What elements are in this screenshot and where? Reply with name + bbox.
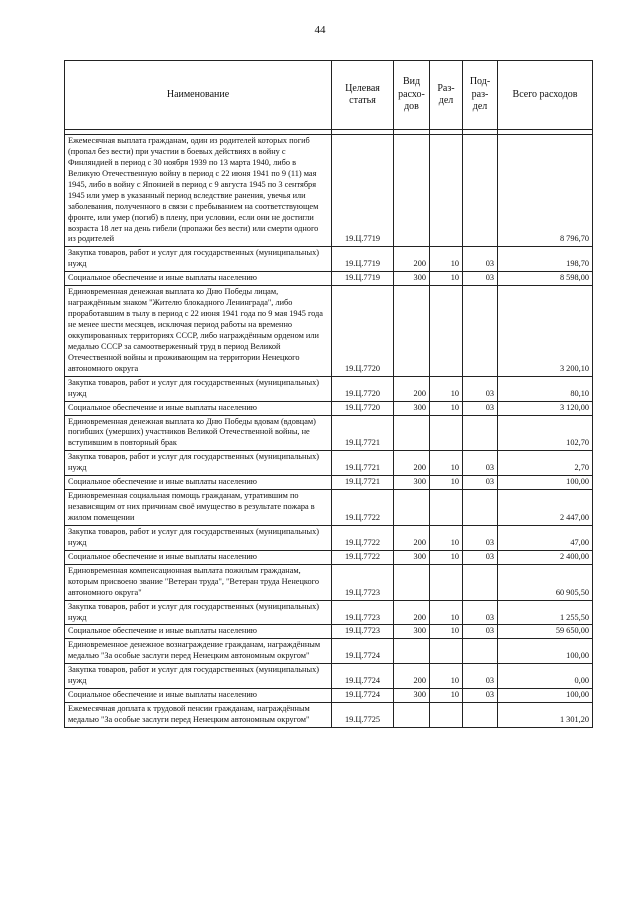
row-podr: 03 xyxy=(463,664,498,689)
row-sum: 60 905,50 xyxy=(498,564,593,600)
row-sum: 8 796,70 xyxy=(498,135,593,247)
row-podr: 03 xyxy=(463,625,498,639)
row-name: Закупка товаров, работ и услуг для государственных (муниципальных) нужд xyxy=(65,451,332,476)
row-podr xyxy=(463,490,498,526)
row-code: 19.Ц.7723 xyxy=(332,625,394,639)
row-razd: 10 xyxy=(430,401,463,415)
row-vid: 200 xyxy=(394,525,430,550)
row-sum: 100,00 xyxy=(498,476,593,490)
row-vid: 200 xyxy=(394,664,430,689)
row-code: 19.Ц.7723 xyxy=(332,564,394,600)
header-razd-line: Раз- xyxy=(437,82,455,94)
row-podr: 03 xyxy=(463,550,498,564)
table-row xyxy=(65,600,593,625)
row-razd: 10 xyxy=(430,476,463,490)
table-row xyxy=(65,564,593,600)
row-podr: 03 xyxy=(463,272,498,286)
row-name: Единовременная компенсационная выплата пожилым гражданам, которым присвоено звание "Ветеран труда", "Ветеран труда Ненецкого автономного округа" xyxy=(65,564,332,600)
table-row xyxy=(65,376,593,401)
row-vid: 300 xyxy=(394,625,430,639)
row-podr: 03 xyxy=(463,376,498,401)
row-vid: 200 xyxy=(394,451,430,476)
header-podr-line: раз- xyxy=(471,88,489,100)
row-code: 19.Ц.7721 xyxy=(332,415,394,451)
row-podr: 03 xyxy=(463,401,498,415)
header-razd xyxy=(430,61,463,130)
row-code: 19.Ц.7725 xyxy=(332,703,394,728)
row-vid xyxy=(394,490,430,526)
row-vid: 300 xyxy=(394,272,430,286)
row-name: Ежемесячная выплата гражданам, один из родителей которых погиб (пропал без вести) при участии в боевых действиях в войну с Финляндией в период с 30 ноября 1939 по 13 марта 1940, либо в Великую Отечественную войну в период с 22 июня 1941 по 9 (11) мая 1945, либо в войну с Японией в период с 9 августа 1945 по 3 сентября 1945 или умер в указанный период вследствие ранения, увечья или заболевания, полученного в связи с пребыванием на соответствующем фронте, или умер (погиб) в плену, при условии, если они не достигли возраста 18 лет на день гибели (пропажи без вести) или смерти одного из родителей xyxy=(65,135,332,247)
header-vid-line: дов xyxy=(404,101,419,113)
row-code: 19.Ц.7724 xyxy=(332,664,394,689)
row-razd xyxy=(430,639,463,664)
row-sum: 8 598,00 xyxy=(498,272,593,286)
header-code-line: Целевая xyxy=(345,82,380,94)
row-sum: 3 200,10 xyxy=(498,286,593,377)
row-vid xyxy=(394,564,430,600)
row-sum: 100,00 xyxy=(498,689,593,703)
table-row xyxy=(65,525,593,550)
row-podr: 03 xyxy=(463,525,498,550)
row-sum: 0,00 xyxy=(498,664,593,689)
row-podr: 03 xyxy=(463,600,498,625)
row-razd: 10 xyxy=(430,247,463,272)
table-row xyxy=(65,703,593,728)
row-sum: 2,70 xyxy=(498,451,593,476)
header-vid xyxy=(394,61,430,130)
row-podr: 03 xyxy=(463,476,498,490)
header-podr-line: Под- xyxy=(469,76,491,88)
row-sum: 1 255,50 xyxy=(498,600,593,625)
row-razd: 10 xyxy=(430,600,463,625)
row-name: Единовременное денежное вознаграждение гражданам, награждённым медалью "За особые заслуги перед Ненецким автономным округом" xyxy=(65,639,332,664)
row-sum: 2 400,00 xyxy=(498,550,593,564)
table-row xyxy=(65,135,593,247)
header-code-line: статья xyxy=(349,95,376,106)
header-row xyxy=(65,61,593,130)
header-name: Наименование xyxy=(65,61,332,130)
table-row xyxy=(65,272,593,286)
row-name: Социальное обеспечение и иные выплаты населению xyxy=(65,272,332,286)
row-code: 19.Ц.7719 xyxy=(332,272,394,286)
row-name: Ежемесячная доплата к трудовой пенсии гражданам, награждённым медалью "За особые заслуги перед Ненецким автономным округом" xyxy=(65,703,332,728)
table-row xyxy=(65,476,593,490)
row-code: 19.Ц.7722 xyxy=(332,550,394,564)
row-name: Социальное обеспечение и иные выплаты населению xyxy=(65,476,332,490)
row-razd: 10 xyxy=(430,272,463,286)
row-code: 19.Ц.7722 xyxy=(332,525,394,550)
table-row xyxy=(65,490,593,526)
row-sum: 2 447,00 xyxy=(498,490,593,526)
row-podr xyxy=(463,135,498,247)
table-row xyxy=(65,625,593,639)
row-sum: 102,70 xyxy=(498,415,593,451)
row-razd: 10 xyxy=(430,525,463,550)
row-code: 19.Ц.7722 xyxy=(332,490,394,526)
table-row xyxy=(65,689,593,703)
row-razd: 10 xyxy=(430,376,463,401)
table-row xyxy=(65,415,593,451)
row-name: Социальное обеспечение и иные выплаты населению xyxy=(65,401,332,415)
row-sum: 100,00 xyxy=(498,639,593,664)
row-vid: 200 xyxy=(394,247,430,272)
header-vid-line: Вид xyxy=(402,76,421,88)
row-razd xyxy=(430,703,463,728)
row-vid xyxy=(394,703,430,728)
row-name: Закупка товаров, работ и услуг для государственных (муниципальных) нужд xyxy=(65,600,332,625)
row-razd xyxy=(430,286,463,377)
row-podr: 03 xyxy=(463,247,498,272)
row-vid: 300 xyxy=(394,476,430,490)
row-vid: 200 xyxy=(394,600,430,625)
table-body xyxy=(65,130,593,728)
header-podr-line: дел xyxy=(472,101,488,113)
row-code: 19.Ц.7723 xyxy=(332,600,394,625)
row-razd xyxy=(430,135,463,247)
row-razd: 10 xyxy=(430,689,463,703)
table-row xyxy=(65,401,593,415)
row-code: 19.Ц.7720 xyxy=(332,286,394,377)
row-podr: 03 xyxy=(463,451,498,476)
row-name: Закупка товаров, работ и услуг для государственных (муниципальных) нужд xyxy=(65,525,332,550)
row-code: 19.Ц.7721 xyxy=(332,476,394,490)
row-code: 19.Ц.7720 xyxy=(332,376,394,401)
row-code: 19.Ц.7720 xyxy=(332,401,394,415)
row-vid xyxy=(394,286,430,377)
row-razd xyxy=(430,415,463,451)
row-podr xyxy=(463,703,498,728)
row-vid: 300 xyxy=(394,689,430,703)
row-code: 19.Ц.7724 xyxy=(332,689,394,703)
table-row xyxy=(65,639,593,664)
table-row xyxy=(65,451,593,476)
table-row xyxy=(65,247,593,272)
row-code: 19.Ц.7719 xyxy=(332,247,394,272)
header-vid-line: расхо- xyxy=(398,88,425,100)
row-name: Закупка товаров, работ и услуг для государственных (муниципальных) нужд xyxy=(65,664,332,689)
row-code: 19.Ц.7719 xyxy=(332,135,394,247)
row-podr: 03 xyxy=(463,689,498,703)
row-razd: 10 xyxy=(430,664,463,689)
row-podr xyxy=(463,415,498,451)
header-sum: Всего расходов xyxy=(498,61,593,130)
row-vid: 300 xyxy=(394,401,430,415)
row-name: Социальное обеспечение и иные выплаты населению xyxy=(65,625,332,639)
header-code xyxy=(332,61,394,130)
row-vid xyxy=(394,639,430,664)
row-name: Закупка товаров, работ и услуг для государственных (муниципальных) нужд xyxy=(65,247,332,272)
row-podr xyxy=(463,639,498,664)
header-razd-line: дел xyxy=(438,95,454,106)
row-sum: 47,00 xyxy=(498,525,593,550)
row-name: Закупка товаров, работ и услуг для государственных (муниципальных) нужд xyxy=(65,376,332,401)
row-podr xyxy=(463,564,498,600)
row-sum: 59 650,00 xyxy=(498,625,593,639)
row-vid xyxy=(394,135,430,247)
page-number: 44 xyxy=(314,24,326,36)
row-sum: 3 120,00 xyxy=(498,401,593,415)
row-razd: 10 xyxy=(430,451,463,476)
row-vid xyxy=(394,415,430,451)
row-razd xyxy=(430,564,463,600)
row-sum: 80,10 xyxy=(498,376,593,401)
row-sum: 198,70 xyxy=(498,247,593,272)
row-name: Единовременная денежная выплата ко Дню Победы вдовам (вдовцам) погибших (умерших) участников Великой Отечественной войны, не вступившим в повторный брак xyxy=(65,415,332,451)
table-row xyxy=(65,664,593,689)
row-code: 19.Ц.7724 xyxy=(332,639,394,664)
table-row xyxy=(65,550,593,564)
row-razd: 10 xyxy=(430,550,463,564)
table-header xyxy=(65,61,593,130)
row-name: Социальное обеспечение и иные выплаты населению xyxy=(65,550,332,564)
row-podr xyxy=(463,286,498,377)
row-name: Единовременная социальная помощь гражданам, утратившим по независящим от них причинам своё имущество в результате пожара в жилом помещении xyxy=(65,490,332,526)
row-name: Единовременная денежная выплата ко Дню Победы лицам, награждённым знаком "Жителю блокадного Ленинграда", либо проработавшим в тылу в период с 22 июня 1941 года по 9 мая 1945 года не менее шести месяцев, исключая период работы на временно оккупированных территориях СССР, либо награждённым орденом или медалью СССР за самоотверженный труд в период Великой Отечественной войны и проживающим на территории Ненецкого автономного округа xyxy=(65,286,332,377)
row-vid: 200 xyxy=(394,376,430,401)
row-name: Социальное обеспечение и иные выплаты населению xyxy=(65,689,332,703)
row-vid: 300 xyxy=(394,550,430,564)
row-sum: 1 301,20 xyxy=(498,703,593,728)
budget-table xyxy=(64,60,593,728)
row-razd: 10 xyxy=(430,625,463,639)
header-podr xyxy=(463,61,498,130)
row-code: 19.Ц.7721 xyxy=(332,451,394,476)
row-razd xyxy=(430,490,463,526)
table-row xyxy=(65,286,593,377)
